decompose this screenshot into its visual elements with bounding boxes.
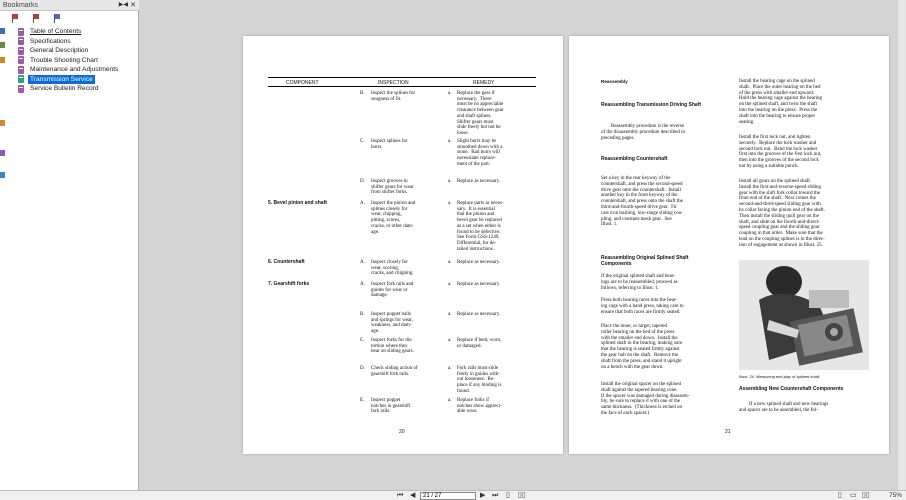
page-number-field[interactable]: 21 / 27 <box>420 492 476 500</box>
heading-original-splined-shaft: Reassembling Original Splined Shaft Components <box>601 255 689 267</box>
page-21 <box>569 36 889 454</box>
inspection-cell: Inspect closely for wear, scoring, cracks, and chipping. <box>371 260 414 277</box>
inspection-cell: Inspect forks for dis- tortion where they bear on sliding gears. <box>371 338 414 355</box>
remedy-cell: Replace if bent, worn, or damaged. <box>457 338 502 349</box>
vertical-scrollbar[interactable] <box>898 0 906 490</box>
remedy-cell: Replace as necessary. <box>457 179 501 184</box>
bookmark-item-maintenance[interactable] <box>18 65 120 75</box>
bookmark-label: Service Bulletin Record <box>30 85 99 93</box>
paragraph: If a new splined shaft and new bearings and spacer are to be assembled, the fol- <box>739 402 829 413</box>
inspection-cell: Inspect poppet balls and springs for wear, weakness, and dam- age. <box>371 312 414 335</box>
page-number: 20 <box>399 429 405 435</box>
bookmark-icon <box>18 28 24 36</box>
inspection-cell: Inspect fork rails and guides for wear or damage. <box>371 282 414 299</box>
remedy-cell: Replace parts as neces- sary. It is essential that the pinion and bevel gear be replaced as a set when either is found to be defective. See Form GSS-1240, Differential, for de- tailed instructions. <box>457 201 504 252</box>
bookmark-icon <box>18 75 24 83</box>
paragraph: If the original splined shaft and bear- ings are to be reassembled, proceed as follows, referring to Illust. 1. <box>601 274 678 291</box>
remedy-letter: a. <box>448 366 452 371</box>
bookmark-item-transmission-service[interactable] <box>18 75 120 85</box>
bookmark-icon <box>18 47 24 55</box>
delete-bookmark-button[interactable] <box>31 13 42 24</box>
inspection-cell: Inspect the splines for snugness of fit. <box>371 91 416 102</box>
heading-new-countershaft: Assembling New Countershaft Components <box>739 386 844 392</box>
bookmark-label: Transmission Service <box>30 75 93 83</box>
two-page-view-icon[interactable]: ▯▯ <box>518 492 526 499</box>
inspection-cell: Check sliding action of gearshift fork rails. <box>371 366 418 377</box>
facing-view-icon[interactable]: ▯▯ <box>862 492 870 499</box>
bookmark-delete-icon <box>33 14 40 23</box>
illustration-24 <box>739 260 869 370</box>
bookmark-item-general-description[interactable] <box>18 46 120 56</box>
new-bookmark-button[interactable] <box>10 13 21 24</box>
bookmark-item-specifications[interactable] <box>18 37 120 47</box>
page-20 <box>243 36 563 454</box>
signature-icon[interactable] <box>0 120 5 126</box>
inspection-letter: C. <box>360 338 365 343</box>
layers-icon[interactable] <box>0 150 5 156</box>
remedy-letter: a. <box>448 260 452 265</box>
remedy-cell: Slight burrs may be smoothed down with a stone. Bad burrs will necessitate replace- ment of the part. <box>457 139 503 167</box>
close-icon[interactable]: ✕ <box>130 2 136 9</box>
paragraph: Install all gears on the splined shaft. Install the first-and-reverse-speed sliding gear with the shift fork collar toward the front end of the shaft. Next comes the second-and-third-speed sliding gear with its collar facing the pinion end of the shaft. Then install the sliding quill gear on the shaft, and slide on the fourth-and-direct- speed coupling gear and the sliding gear coupling in that order. Make sure that the lead on the coupling splines is in the direc- tion of engagement as shown in Illust. 25. <box>739 179 825 248</box>
section-heading: Reassembly <box>601 79 628 84</box>
bookmark-icon <box>18 56 24 64</box>
continuous-view-icon[interactable]: ▭ <box>850 492 857 499</box>
remedy-cell: Replace as necessary. <box>457 260 501 265</box>
page-number: 21 <box>725 429 731 435</box>
next-page-button[interactable]: ▶ <box>480 492 486 499</box>
inspection-letter: B. <box>360 312 365 317</box>
remedy-letter: a. <box>448 312 452 317</box>
remedy-letter: a. <box>448 139 452 144</box>
bookmark-icon <box>18 66 24 74</box>
bookmark-label: Maintenance and Adjustments <box>30 66 119 74</box>
inspection-letter: D. <box>360 366 365 371</box>
remedy-cell: Replace forks if notches show appreci- able wear. <box>457 398 502 415</box>
view-mode-icon[interactable]: ▯ <box>506 492 510 499</box>
remedy-cell: Replace as necessary. <box>457 282 501 287</box>
paragraph: Reassembly procedure is the reverse of the disassembly procedure described in preceding pages. <box>601 124 686 141</box>
bookmark-flag-icon <box>12 14 19 23</box>
previous-page-button[interactable]: ◀ <box>410 492 416 499</box>
remedy-letter: a. <box>448 201 452 206</box>
page-thumbnails-icon[interactable] <box>0 28 5 34</box>
paragraph: Set a key in the rear keyway of the countershaft, and press the second-speed drive gear onto the countershaft. Install another key in the front keyway of the countershaft, and press onto the shaft the third-and-fourth-speed drive gear. Fit cast iron bushing, low-range sliding cou- pling, and constant-mesh gear. See Illust. 1. <box>601 176 683 228</box>
component-cell: 5. Bevel pinion and shaft <box>268 200 327 206</box>
single-page-view-icon[interactable]: ▯ <box>838 492 842 499</box>
bookmark-label: Specifications <box>30 37 71 45</box>
bookmark-item-trouble-shooting-chart[interactable] <box>18 56 120 66</box>
paragraph: Install the bearing cage on the splined shaft. Place the outer bearing on the bed of the press with smaller end upward. Hold the bearing cage against the bearing on the splined shaft, and twist the shaft into the bearing on the press. Press the shaft into the bearing to ensure proper seating. <box>739 79 823 125</box>
status-bar <box>0 490 906 500</box>
attachments-icon[interactable] <box>0 42 5 48</box>
bookmark-item-table-of-contents[interactable] <box>18 27 120 37</box>
first-page-button[interactable]: ⏮ <box>397 492 404 499</box>
col-header-component: COMPONENT <box>286 80 319 86</box>
table-header <box>268 77 536 87</box>
inspection-letter: D. <box>360 179 365 184</box>
zoom-level[interactable]: 75% <box>888 492 902 499</box>
bookmark-label: Trouble Shooting Chart <box>30 56 98 64</box>
comments-icon[interactable] <box>0 57 5 63</box>
inspection-letter: A. <box>360 201 365 206</box>
heading-driving-shaft: Reassembling Transmission Driving Shaft <box>601 102 702 108</box>
bookmark-label: Table of Contents <box>30 28 82 36</box>
inspection-cell: Inspect grooves in shifter gears for wear from shifter forks. <box>371 179 414 196</box>
inspection-letter: A. <box>360 282 365 287</box>
component-cell: 7. Gearshift forks <box>268 281 310 287</box>
inspection-letter: E. <box>360 398 365 403</box>
illustration-24-image <box>739 260 869 370</box>
remedy-cell: Replace the gear if necessary. There must be no appreciable clearance between gear and shaft splines. Shifter gears must slide freely but not be loose. <box>457 91 504 136</box>
bookmarks-title-label: Bookmarks <box>3 2 39 9</box>
col-header-inspection: INSPECTION <box>378 80 409 86</box>
inspection-letter: C. <box>360 139 365 144</box>
bookmark-label: General Description <box>30 47 89 55</box>
inspection-cell: Inspect the pinion and splines closely for wear, chipping, pitting, scores, cracks, or other dam- age. <box>371 201 416 235</box>
bookmark-list <box>18 27 120 94</box>
collapse-panel-icon[interactable]: ▶◀ <box>118 2 128 8</box>
remedy-letter: a. <box>448 179 452 184</box>
search-icon[interactable] <box>0 172 5 178</box>
remedy-cell: Fork rails must slide freely in guides with- out looseness. Re- place if any binding is found. <box>457 366 502 394</box>
bookmarks-panel <box>0 0 139 490</box>
paragraph: Install the original spacer on the splined shaft against the tapered bearing cone. If the spacer was damaged during disassem- bly, be sure to replace it with one of the same thickness. (Thickness is etched on the face of each spacer.) <box>601 382 690 416</box>
illustration-caption: Illust. 24. Measuring end play of splined shaft. <box>739 374 821 379</box>
col-header-remedy: REMEDY <box>473 80 495 86</box>
paragraph: Place the inner, or larger, tapered roller bearing on the bed of the press with the smaller end down. Install the splined shaft in the bearing, making sure that the bearing is seated firmly against the gear hub on the shaft. Remove the shaft from the press, and stand it upright on a bench with the gear down. <box>601 324 683 370</box>
bookmark-item-service-bulletin[interactable] <box>18 84 120 94</box>
remedy-letter: a. <box>448 91 452 96</box>
inspection-letter: A. <box>360 260 365 265</box>
document-viewport[interactable] <box>140 0 906 490</box>
last-page-button[interactable]: ⏭ <box>492 492 499 499</box>
remedy-letter: a. <box>448 338 452 343</box>
remedy-letter: a. <box>448 398 452 403</box>
bookmark-icon <box>18 85 24 93</box>
inspection-cell: Inspect splines for burrs. <box>371 139 408 150</box>
component-cell: 6. Countershaft <box>268 259 305 265</box>
expand-bookmark-button[interactable] <box>52 13 63 24</box>
inspection-cell: Inspect poppet notches in gearshift fork rails. <box>371 398 411 415</box>
heading-countershaft: Reassembling Countershaft <box>601 156 668 162</box>
remedy-letter: a. <box>448 282 452 287</box>
bookmark-expand-icon <box>54 14 61 23</box>
side-tool-strip <box>0 0 6 490</box>
remedy-cell: Replace as necessary. <box>457 312 501 317</box>
paragraph: Install the first lock nut, and tighten securely. Replace the lock washer and second lock nut. Bend the lock washer first into the grooves of the first lock nut, then into the grooves of the second lock nut by using a suitable punch. <box>739 135 822 169</box>
bookmark-icon <box>18 37 24 45</box>
inspection-letter: B. <box>360 91 365 96</box>
bookmarks-toolbar <box>10 13 63 25</box>
paragraph: Press both bearing races into the bear- ing cage with a hand press, taking care to ensure that both races are firmly seated. <box>601 298 684 315</box>
